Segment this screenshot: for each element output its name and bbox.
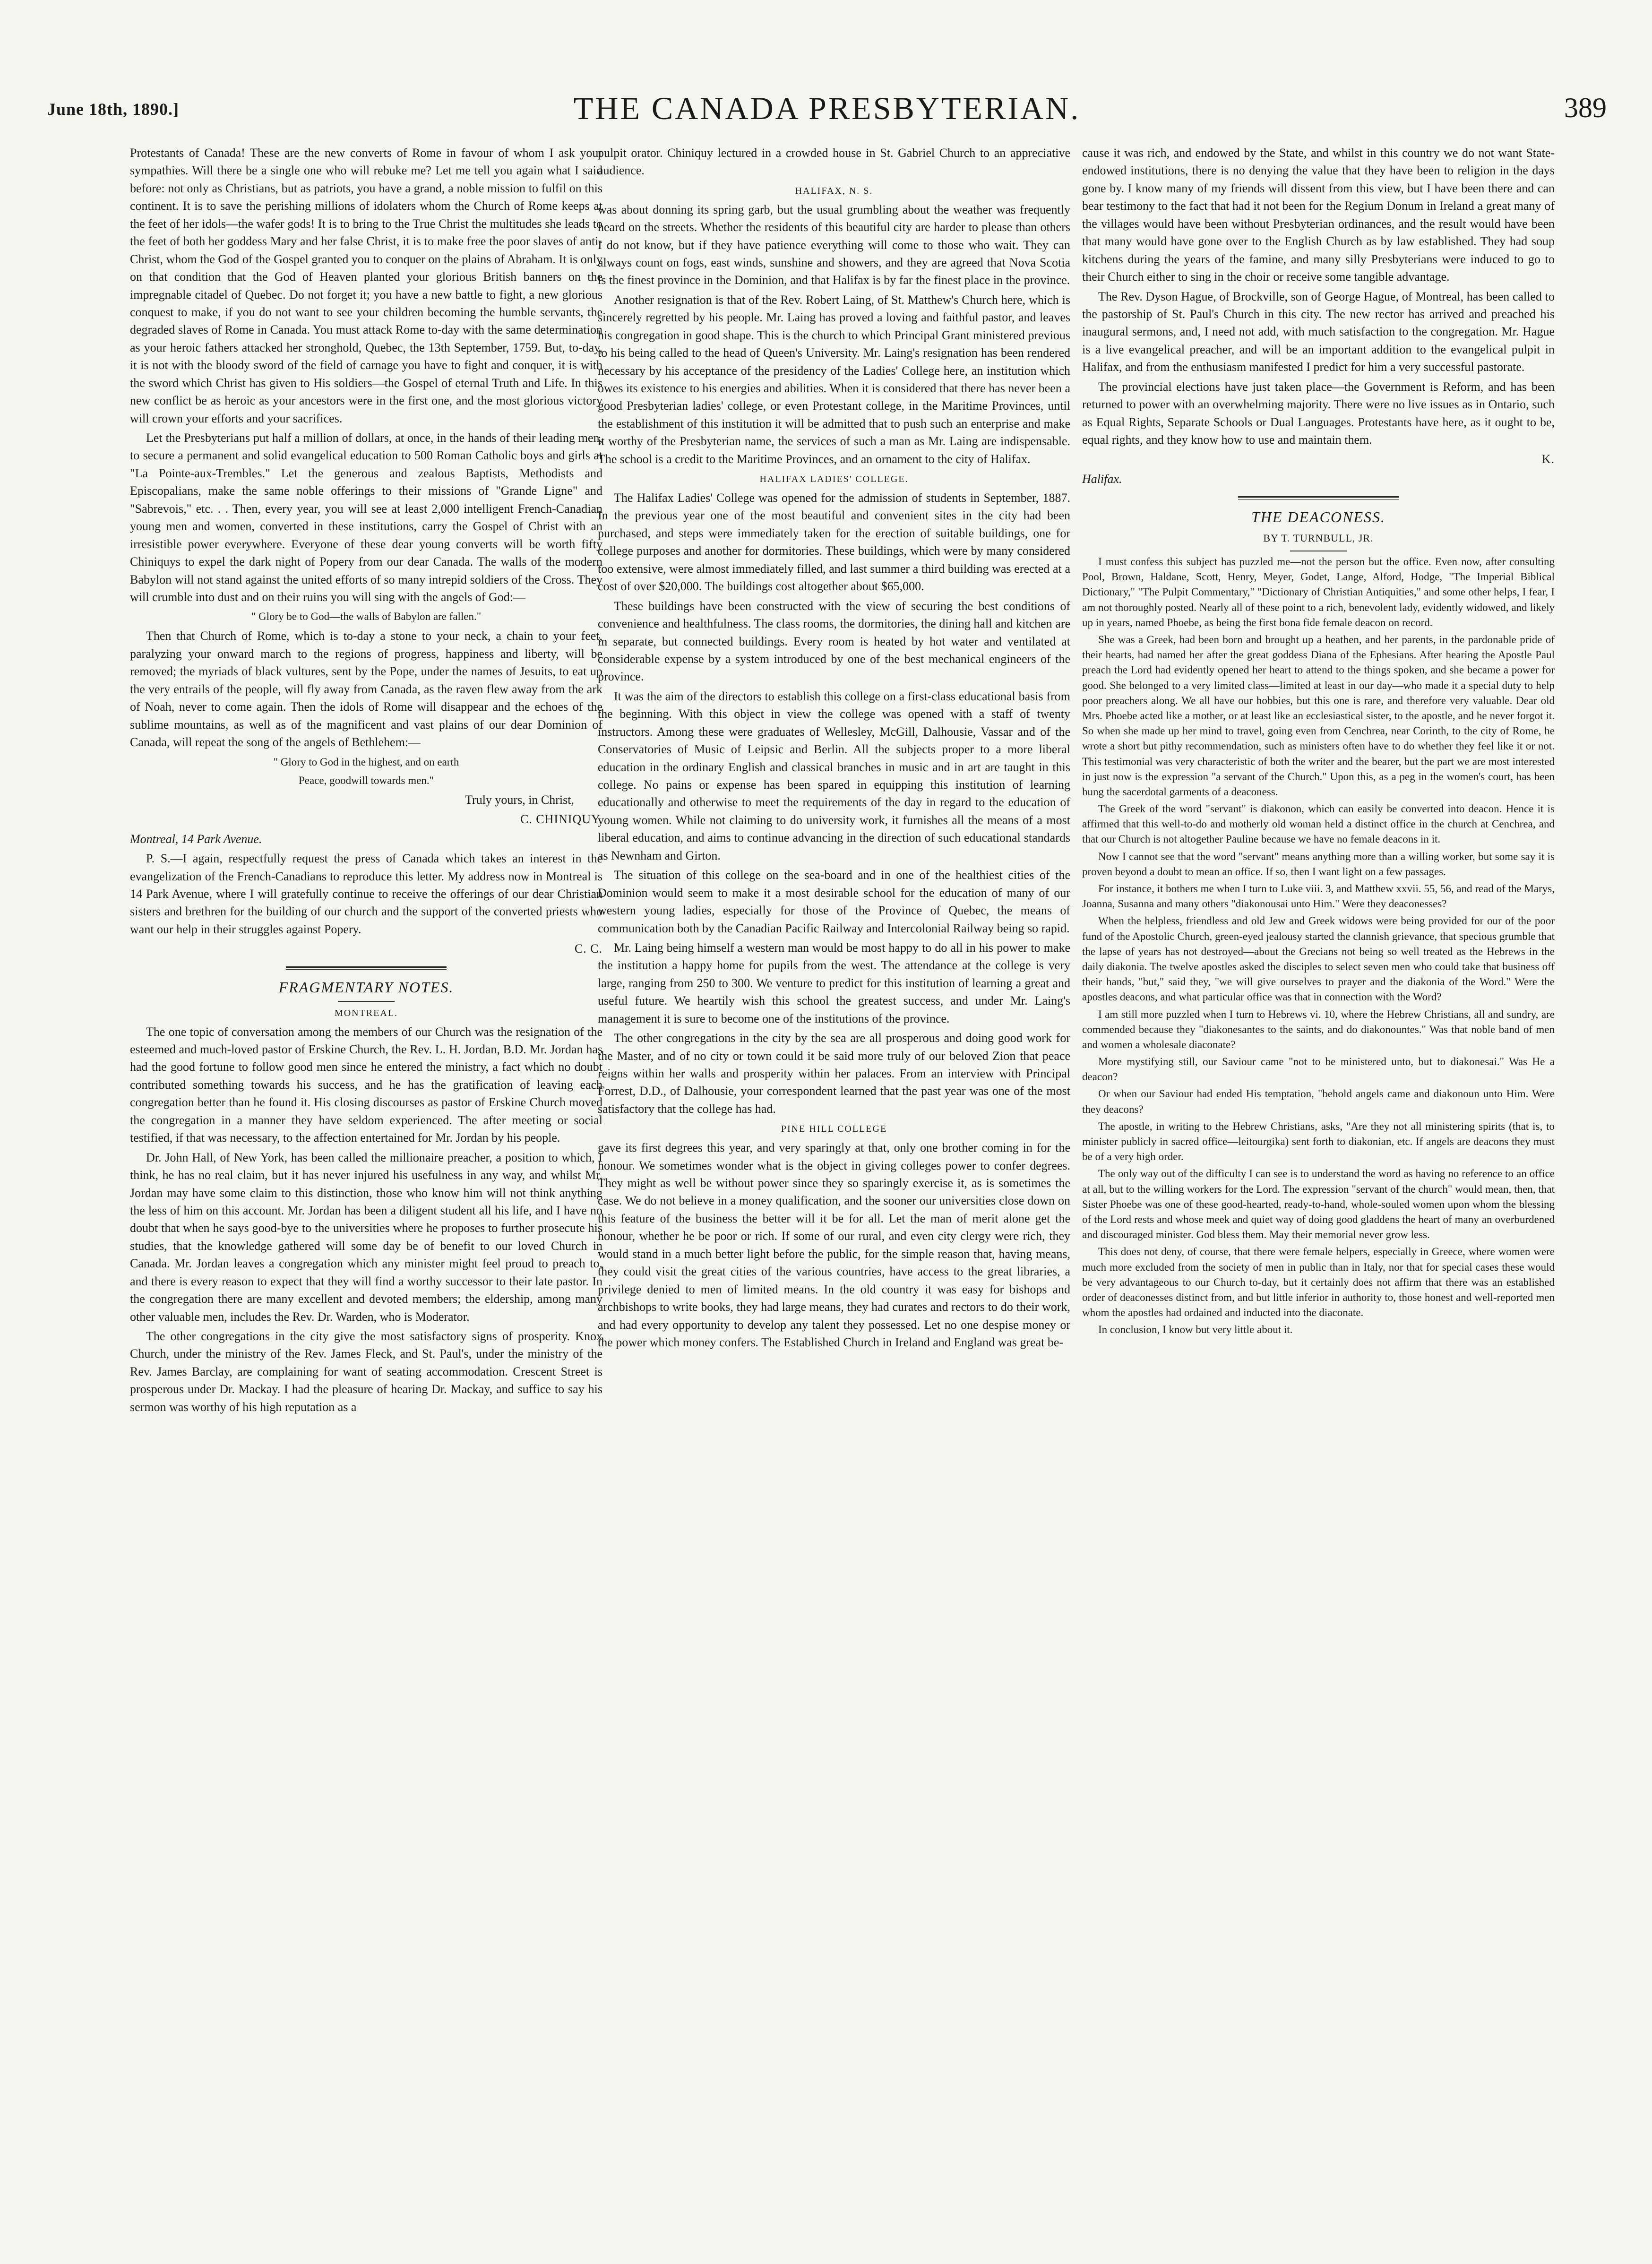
paragraph: It was the aim of the directors to establish this college on a first-class educational basis from the beginning. With this object in view the college was opened with a staff of twenty instructors. Among these were graduates of Wellesley, McGill, Dalhousie, Vassar and of the Conservatories of Music of Leipsic and Berlin. All the subjects proper to a more liberal education in the ordinary English and classical branches in music and in art are taught in this college. No pains or expense has been spared in equipping this institution of learning educationally and otherwise to meet the requirements of the day in regard to the education of young women. While not claiming to do university work, it furnishes all the means of a most liberal education, and aims to continue advancing in the direction of such educational standards as Newnham and Girton. [598, 689, 1070, 862]
paragraph: I am still more puzzled when I turn to Hebrews vi. 10, where the Hebrew Christians, all and sundry, are commended because they "diakonesantes to the saints, and do diakonountes." Was that noble band of men and women a wholesale diaconate? [1082, 1008, 1555, 1050]
paragraph: Then that Church of Rome, which is to-day a stone to your neck, a chain to your feet, paralyzing your onward march to the regions of progress, happiness and liberty, will be removed; the myriads of black vultures, sent by the Pope, under the names of Jesuits, to eat up the very entrails of the people, will fly away from Canada, as the raven flew away from the ark of Noah, never to come again. Then the idols of Rome will disappear and the echoes of the sublime mountains, as well as of the magnificent and vast plains of our dear Dominion of Canada, will repeat the song of the angels of Bethlehem:— [130, 629, 602, 749]
page-number: 389 [1564, 92, 1607, 123]
paragraph: Let the Presbyterians put half a million of dollars, at once, in the hands of their leading men, to secure a permanent and solid evangelical education to 500 Roman Catholic boys and girls at "La Pointe-aux-Trembles." Let the generous and zealous Baptists, Methodists and Episcopalians, make the same noble offerings to their missions of "Grande Ligne" and "Sabrevois," etc. . . Then, every year, you will see at least 2,000 intelligent French-Canadian young men and women, converted in these institutions, carry the Gospel of Christ with an irresistible power everywhere. Everyone of these dear young converts will be worth fifty Chiniquys to expel the dark night of Popery from our dear Canada. The walls of the modern Babylon will not stand against the united efforts of so many intrepid soldiers of the Cross. They will crumble into dust and on their ruins you will sing with the angels of God:— [130, 431, 602, 604]
paragraph: cause it was rich, and endowed by the State, and whilst in this country we do not want State-endowed institutions, there is no denying the value that they have been to religion in the days gone by. I know many of my friends will dissent from this view, but I have been there and can bear testimony to the fact that had it not been for the Regium Donum in Ireland a great many of the villages would have been without Presbyterian ordinances, and the result would have been that many would have gone over to the English Church as by law established. They had soup kitchens during the years of the famine, and many silly Presbyterians were induced to go to their Church either to sing in the choir or receive some tangible advantage. [1082, 146, 1555, 284]
paragraph: Another resignation is that of the Rev. Robert Laing, of St. Matthew's Church here, which is sincerely regretted by his people. Mr. Laing has proved a loving and faithful pastor, and leaves his congregation in good shape. This is the church to which Principal Grant ministered previous to his being called to the head of Queen's University. Mr. Laing's resignation has been rendered necessary by his acceptance of the presidency of the Ladies' College here, an institution which owes its existence to his energies and abilities. When it is considered that there has never been a good Presbyterian ladies' college, or even Protestant college, in the Maritime Provinces, until the establishment of this institution it will be admitted that to push such an enterprise and make it worthy of the Presbyterian name, the services of such a man as Mr. Laing are indispensable. The school is a credit to the Maritime Provinces, and an ornament to the city of Halifax. [598, 293, 1070, 466]
paragraph: Dr. John Hall, of New York, has been called the millionaire preacher, a position to which, I think, he has no real claim, but it has never injured his usefulness in any way, and whilst Mr. Jordan may have some claim to this distinction, those who know him will not think anything the less of him on this account. Mr. Jordan has been a diligent student all his life, and I have no doubt that when he says good-bye to the universities where he proposes to further prosecute his studies, that the knowledge gathered will some day be of benefit to our loved Church in Canada. Mr. Jordan leaves a congregation which any minister might feel proud to preach to, and there is every reason to expect that they will find a worthy successor to their late pastor. In the congregation there are many excellent and devoted members; the eldership, among many other valuable men, includes the Rev. Dr. Warden, who is Moderator. [130, 1150, 602, 1324]
paragraph: I must confess this subject has puzzled me—not the person but the office. Even now, after consulting Pool, Brown, Haldane, Scott, Henry, Meyer, Godet, Lange, Alford, Hodge, "The Imperial Biblical Dictionary," "The Pulpit Commentary," "Dictionary of Christian Antiquities," and some other helps, I fear, I am not thoroughly posted. Nearly all of these point to a rich, benevolent lady, evidently widowed, and likely up in years, named Phoebe, as being the first bona fide female deacon on record. [1082, 556, 1555, 628]
paragraph: For instance, it bothers me when I turn to Luke viii. 3, and Matthew xxvii. 55, 56, and read of the Marys, Joanna, Susanna and many others "diakonousai unto Him." Were they deaconesses? [1082, 883, 1555, 910]
letter-closing: Truly yours, in Christ, [465, 792, 574, 807]
paragraph: More mystifying still, our Saviour came "not to be ministered unto, but to diakonesai." Was He a deacon? [1082, 1056, 1555, 1083]
paragraph: The other congregations in the city give the most satisfactory signs of prosperity. Knox Church, under the ministry of the Rev. James Fleck, and St. Paul's, under the ministry of the Rev. James Barclay, are complaining for want of seating accommodation. Crescent Street is prosperous under Dr. Mackay. I had the pleasure of hearing Dr. Mackay, and suffice to say his sermon was worthy of his high reputation as a [130, 1329, 602, 1414]
newspaper-title: THE CANADA PRESBYTERIAN. [573, 90, 1081, 126]
section-title: THE DEACONESS. [1251, 508, 1385, 526]
paragraph: gave its first degrees this year, and very sparingly at that, only one brother coming in for the honour. We sometimes wonder what is the object in giving colleges power to confer degrees. They might as well be without power since they so sparingly exercise it, as is sometimes the case. We do not believe in a money qualification, and the sooner our universities close down on this feature of the business the better will it be for all. Let the man of merit alone get the honour, whether he be poor or rich. If some of our rural, and even city clergy were rich, they would stand in a much better light before the public, for the simple reason that, having means, they could visit the great cities of the various countries, have access to the great libraries, a privilege denied to men of limited means. In the old country it was easy for bishops and archbishops to write books, they had large means, they had curates and rectors to do their work, and had every opportunity to develop any talent they possessed. Let no one despise money or the power which money confers. The Established Church in Ireland and England was great be- [598, 1141, 1070, 1349]
title-rule [338, 1001, 395, 1002]
paragraph: In conclusion, I know but very little about it. [1098, 1324, 1293, 1336]
subsection-heading: HALIFAX LADIES' COLLEGE. [759, 474, 909, 485]
byline: BY T. TURNBULL, JR. [1263, 532, 1374, 544]
article-signature: K. [1541, 452, 1555, 466]
quotation-line: " Glory to God in the highest, and on earth [273, 756, 459, 768]
quotation-line: Peace, goodwill towards men." [299, 774, 434, 786]
paragraph: Now I cannot see that the word "servant" means anything more than a willing worker, but some say it is proven beyond a doubt to mean an office. If so, then I want light on a few passages. [1082, 850, 1555, 878]
quotation: " Glory be to God—the walls of Babylon are fallen." [251, 611, 482, 623]
paragraph: She was a Greek, had been born and brought up a heathen, and her parents, in the pardonable pride of their hearts, had named her after the great goddess Diana of the Ephesians. After hearing the Apostle Paul preach the Lord had evidently opened her heart to attend to the things spoken, and she became a power for good. She belonged to a very limited class—limited at least in our day—who made it a special duty to help poor preachers along. We all have our hobbies, but this one is rare, and therefore very valuable. Dear old Mrs. Phoebe acted like a mother, or at least like an ecclesiastical sister, to the apostle, and he never forgot it. So when she made up her mind to travel, going even from Cenchrea, near Corinth, to the city of Rome, he wrote a short but pithy recommendation, such as ministers often have to do whether they feel like it or not. This testimonial was very characteristic of both the writer and the bearer, but the part we are most interested in just now is the expression "a servant of the Church." Upon this, as a peg in the women's court, has been hung the sacerdotal garments of a deaconess. [1082, 634, 1555, 798]
paragraph: The one topic of conversation among the members of our Church was the resignation of the esteemed and much-loved pastor of Erskine Church, the Rev. L. H. Jordan, B.D. Mr. Jordan has had the good fortune to follow good men since he entered the ministry, a fact which no doubt contributed something towards his success, and he has the gratification of leaving each congregation better than he found it. His closing discourses as pastor of Erskine Church moved the congregation in a manner they have seldom experienced. The after meeting or social testified, if that was necessary, to the affection entertained for Mr. Jordan by his people. [130, 1024, 602, 1145]
subsection-heading: MONTREAL. [334, 1007, 398, 1018]
paragraph: These buildings have been constructed with the view of securing the best conditions of convenience and healthfulness. The class rooms, the dormitories, the dining hall and kitchen are in separate, but connected buildings. Every room is heated by hot water and ventilated at considerable expense by a system introduced by one of the best mechanical engineers of the province. [598, 599, 1070, 684]
paragraph: The only way out of the difficulty I can see is to understand the word as having no reference to an office at all, but to the willing workers for the Lord. The expression "servant of the church" would mean, then, that Sister Phoebe was one of these good-hearted, ready-to-hand, whole-souled women upon whom the blessing of the Lord rests and whose meek and quiet way of doing good gladdens the heart of many an overburdened and discouraged minister. God bless them. May their memorial never grow less. [1082, 1168, 1555, 1241]
column-2 [598, 144, 1070, 2242]
paragraph: The provincial elections have just taken place—the Government is Reform, and has been returned to power with an overwhelming majority. There were no live issues as in Ontario, such as Equal Rights, Separate Schools or Dual Languages. Protestants have here, as it ought to be, equal rights, and they know how to use and maintain them. [1082, 379, 1555, 447]
paragraph: pulpit orator. Chiniquy lectured in a crowded house in St. Gabriel Church to an appreciative audience. [598, 146, 1070, 178]
postscript-signature: C. C. [574, 942, 602, 956]
paragraph: The other congregations in the city by the sea are all prosperous and doing good work for the Master, and of no city or town could it be said more truly of our beloved Zion that peace reigns within her walls and prosperity within her palaces. From an interview with Principal Forrest, D.D., of Dalhousie, your correspondent learned that the past year was one of the most satisfactory that the college has had. [598, 1031, 1070, 1116]
subsection-heading: PINE HILL COLLEGE [781, 1124, 887, 1135]
page-header [47, 90, 1607, 132]
paragraph: This does not deny, of course, that there were female helpers, especially in Greece, where women were much more excluded from the society of men in public than in Italy, nor that for special cases these would be very advantageous to our Church to-day, but it certainly does not affirm that there was an established order of deaconesses distinct from, and but little inferior in authority to, those honest and well-reported men whom the apostles had ordained and inducted into the diaconate. [1082, 1246, 1555, 1319]
paragraph: The Rev. Dyson Hague, of Brockville, son of George Hague, of Montreal, has been called to the pastorship of St. Paul's Church in this city. The new rector has arrived and preached his inaugural sermons, and, I need not add, with much satisfaction to the congregation. Mr. Hague is a live evangelical preacher, and will be an important addition to the evangelical pulpit in Halifax, and from the enthusiasm manifested I predict for him a very successful pastorate. [1082, 289, 1555, 374]
subsection-heading: HALIFAX, N. S. [795, 185, 873, 196]
paragraph: The apostle, in writing to the Hebrew Christians, asks, "Are they not all ministering spirits (that is, to minister publicly in sacred office—leitourgika) sent forth to diakonian, etc. If angels are deacons they must be of a very high order. [1082, 1120, 1555, 1163]
postscript: P. S.—I again, respectfully request the press of Canada which takes an interest in the evangelization of the French-Canadians to reproduce this letter. My address now in Montreal is 14 Park Avenue, where I will gratefully continue to receive the offerings of our dear Christian sisters and brethren for the building of our church and the support of the converted priests who want our help in their struggles against Popery. [130, 852, 602, 936]
paragraph: The situation of this college on the sea-board and in one of the healthiest cities of the Dominion would seem to make it a most desirable school for the education of many of our western young ladies, especially for those of the Province of Quebec, the means of communication both by the Canadian Pacific Railway and Intercolonial Railway being so rapid. [598, 868, 1070, 935]
column-3 [1082, 144, 1555, 2242]
letter-signature: C. CHINIQUY. [520, 812, 602, 826]
paragraph: When the helpless, friendless and old Jew and Greek widows were being provided for our of the poor fund of the Apostolic Church, green-eyed jealousy started the clannish grievance, that specious grumble that the lapse of years has not destroyed—about the Grecians not being so well treated as the Hebrews in the daily diakonia. The twelve apostles asked the disciples to select seven men who could take that business off their hands, "but," said they, "we will give ourselves to prayer and the diakonia of the Word." Were the apostles deacons, and what particular office was that in connection with the Word? [1082, 915, 1555, 1003]
paragraph: Or when our Saviour had ended His temptation, "behold angels came and diakonoun unto Him. Were they deacons? [1082, 1088, 1555, 1115]
column-1 [130, 144, 602, 2242]
letter-address: Montreal, 14 Park Avenue. [130, 832, 262, 846]
paragraph: The Greek of the word "servant" is diakonon, which can easily be converted into deacon. Hence it is affirmed that this well-to-do and motherly old woman held a distinct office in the church at Cenchrea, and that our Church is not altogether Pauline because we have no female deacons in it. [1082, 803, 1555, 845]
article-place: Halifax. [1082, 472, 1122, 486]
paragraph: Protestants of Canada! These are the new converts of Rome in favour of whom I ask your sympathies. Will there be a single one who will rebuke me? Let me tell you again what I said before: not only as Christians, but as patriots, you have a grand, a noble mission to fulfil on this continent. It is to save the perishing millions of idolaters whom the Church of Rome keeps at the feet of her idols—the wafer gods! It is to bring to the True Christ the multitudes she leads to the feet of both her goddess Mary and her false Christ, it is to make free the poor slaves of anti-Christ, whom the God of the Gospel granted you to conquer on the plains of Abraham. It is only on that condition that the God of Heaven planted your glorious British banners on the impregnable citadel of Quebec. Do not forget it; you have a new battle to fight, a new glorious conquest to make, if you do not want to see your children becoming the humble servants, the degraded slaves of Rome in Canada. You must attack Rome to-day with the same determination as your heroic fathers attacked her stronghold, Quebec, the 13th September, 1759. But, to-day, it is not with the bloody sword of the field of carnage you have to fight and conquer, it is with the sword which Christ has given to His soldiers—the Gospel of eternal Truth and Life. In this new conflict be as heroic as your ancestors were in the first one, and the most glorious victory will crown your efforts and your sacrifices. [130, 146, 602, 425]
section-divider [1238, 496, 1399, 499]
issue-date: June 18th, 1890.] [47, 100, 180, 119]
paragraph: The Halifax Ladies' College was opened for the admission of students in September, 1887. In the previous year one of the most beautiful and convenient sites in the city had been purchased, and steps were immediately taken for the erection of suitable buildings, one for college purposes and another for dormitories. These buildings, which were by many considered too extensive, were almost immediately filled, and last summer a third building was erected at a cost of over $20,000. The buildings cost altogether about $65,000. [598, 491, 1070, 594]
section-title: FRAGMENTARY NOTES. [278, 978, 454, 996]
paragraph: was about donning its spring garb, but the usual grumbling about the weather was frequently heard on the streets. Whether the residents of this beautiful city are harder to please than others I do not know, but if they have patience everything will come to those who wait. They can always count on fogs, east winds, sunshine and showers, and they are agreed that Nova Scotia is the finest province in the Dominion, and that Halifax is by far the finest place in the province. [598, 202, 1070, 287]
section-divider [286, 966, 447, 970]
paragraph: Mr. Laing being himself a western man would be most happy to do all in his power to make the institution a happy home for pupils from the west. The attendance at the college is very large, ranging from 250 to 300. We venture to predict for this institution of learning a great and useful future. We heartily wish this school the greatest success, and under Mr. Laing's management it is sure to become one of the institutions of the province. [598, 940, 1070, 1025]
